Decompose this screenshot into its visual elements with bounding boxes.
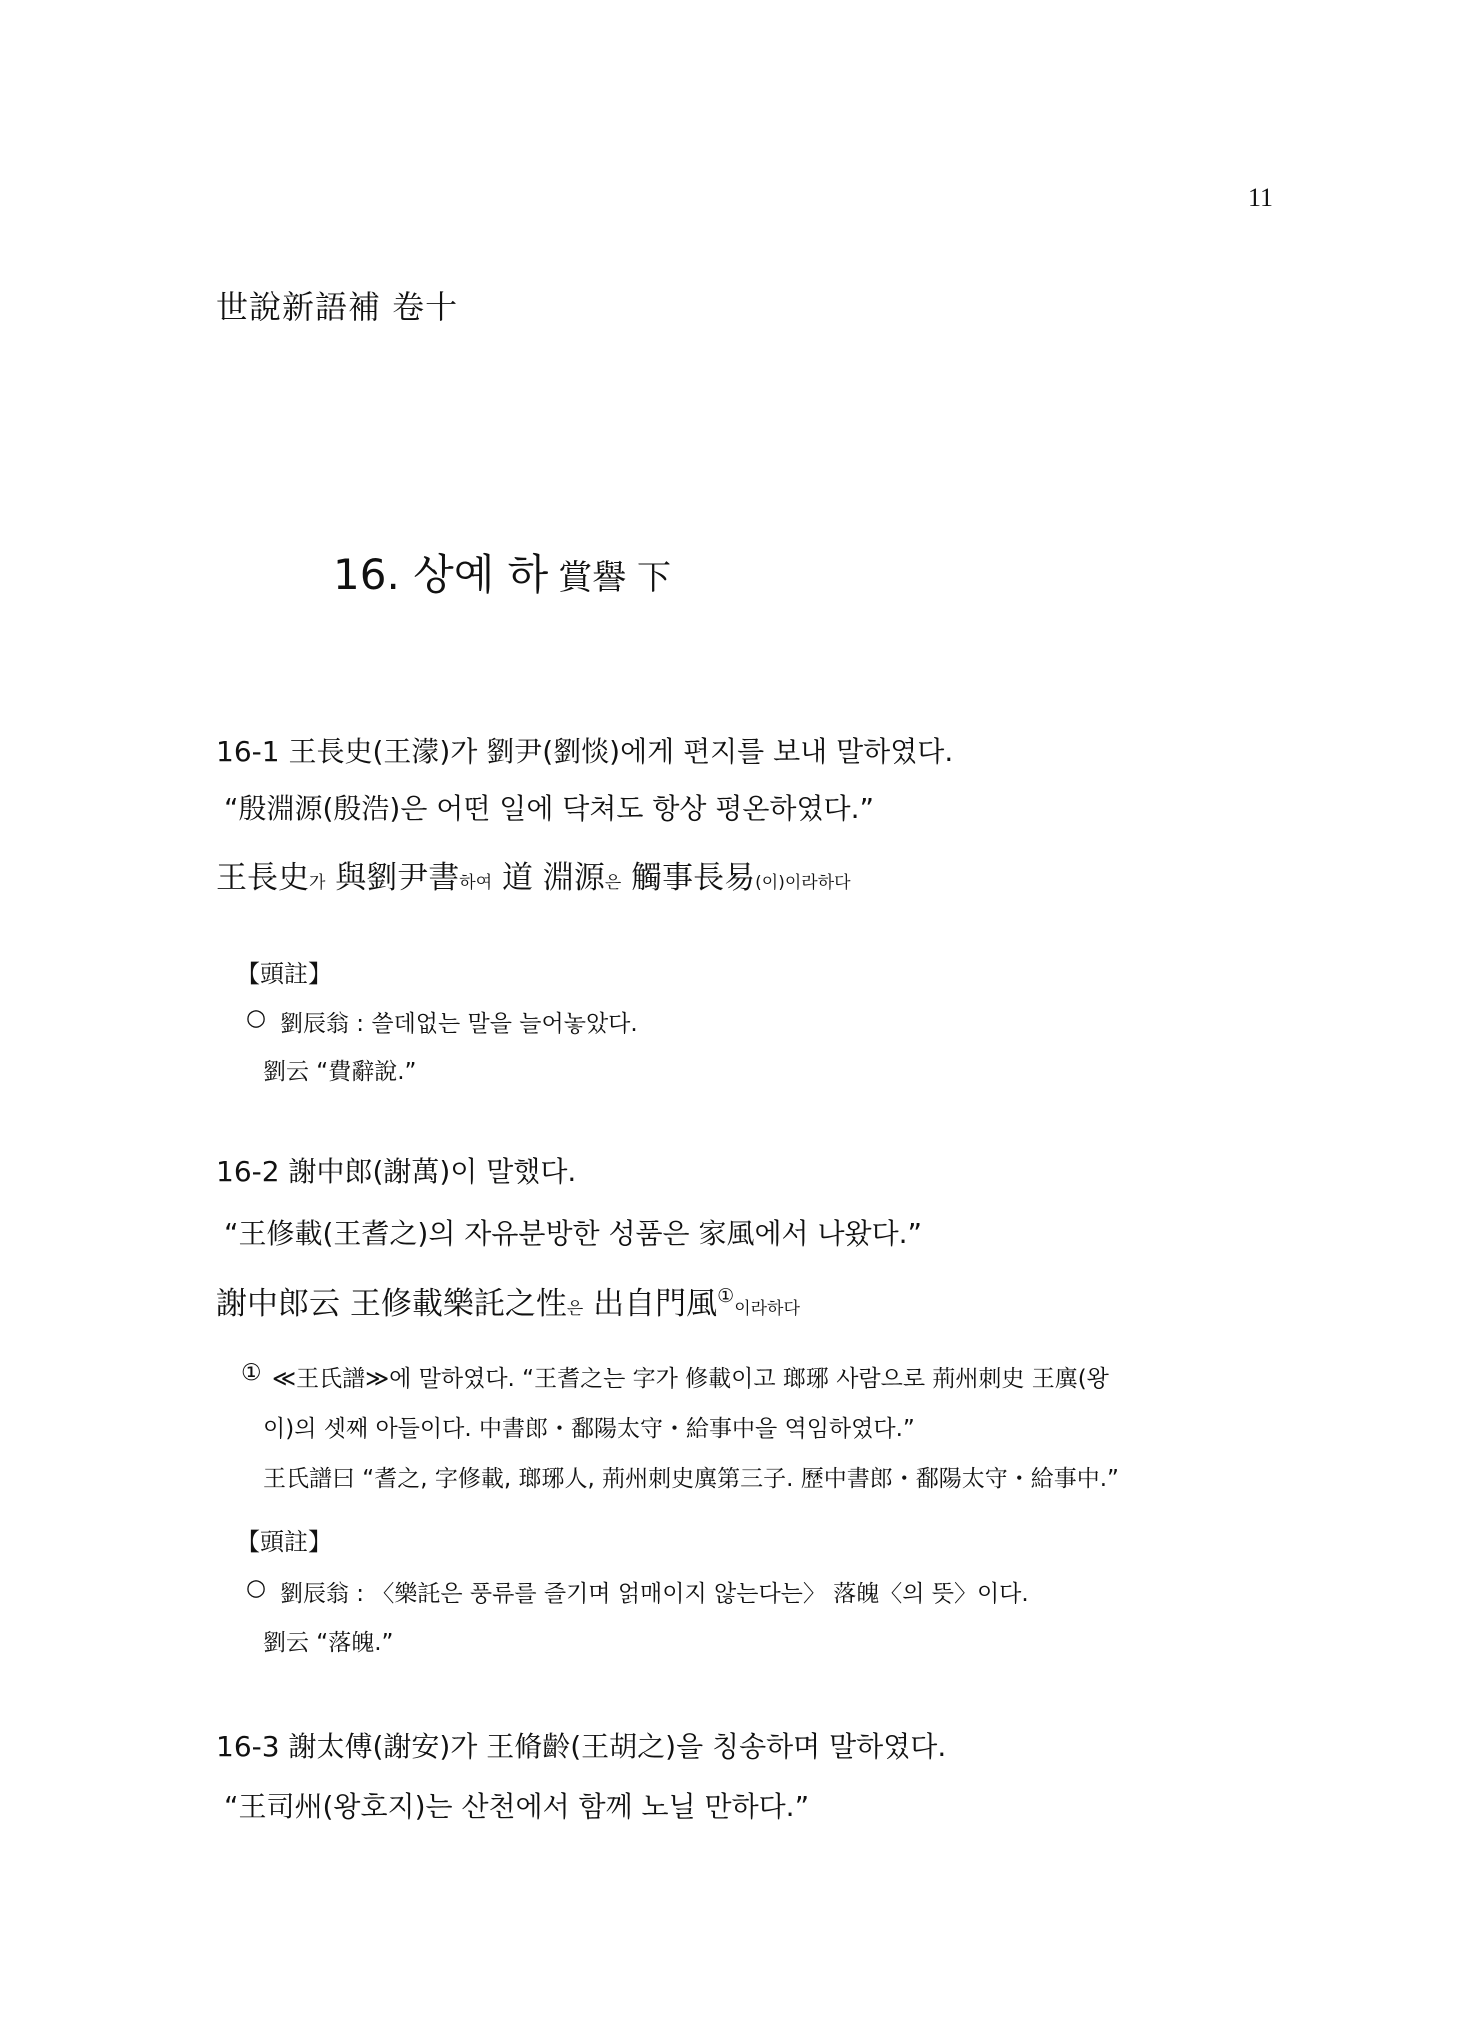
entry-16-2-annotation-line1: 劉辰翁 : 〈樂託은 풍류를 즐기며 얽매이지 않는다는〉 落魄〈의 뜻〉이다. [280,1581,1029,1607]
original-particle: 은 [604,873,622,893]
original-hanja: 與劉尹書 [325,860,460,896]
entry-16-2-footnote-line2: 이)의 셋째 아들이다. 中書郎・鄱陽太守・給事中을 역임하였다.” [263,1416,915,1442]
annotation-bullet: ○ [246,1005,267,1031]
chapter-title-korean: 16. 상예 하 [333,550,549,599]
chapter-title [333,542,671,602]
entry-16-2-translation-line1: 16-2 謝中郎(謝萬)이 말했다. [216,1155,577,1188]
chapter-title-hanja: 賞譽 下 [558,558,672,598]
book-title: 世說新語補 卷十 [216,288,459,326]
original-particle: 은 [566,1299,584,1319]
original-hanja: 王長史 [216,860,309,896]
entry-16-2-translation-line2: “王修載(王耆之)의 자유분방한 성품은 家風에서 나왔다.” [224,1217,923,1250]
page-number: 11 [1248,183,1274,212]
footnote-mark: ① [241,1360,262,1386]
entry-16-1-annotation-heading: 【頭註】 [236,960,332,988]
entry-16-1-original-text [216,852,851,897]
annotation-bullet: ○ [246,1575,267,1601]
entry-16-1-annotation-line1: 劉辰翁 : 쓸데없는 말을 늘어놓았다. [280,1011,638,1037]
entry-16-2-annotation-heading: 【頭註】 [236,1528,332,1556]
entry-16-3-translation-line2: “王司州(왕호지)는 산천에서 함께 노닐 만하다.” [224,1790,810,1823]
original-particle: 가 [309,873,326,893]
original-hanja: 謝中郎云 王修載樂託之性 [216,1286,567,1322]
entry-16-1-translation-line2: “殷淵源(殷浩)은 어떤 일에 닥쳐도 항상 평온하였다.” [224,792,874,825]
entry-16-2-footnote-line1: ≪王氏譜≫에 말하였다. “王耆之는 字가 修載이고 瑯琊 사람으로 荊州刺史 王廙(왕 [272,1366,1109,1392]
original-hanja: 出自門風 [583,1286,718,1322]
entry-16-3-translation-line1: 16-3 謝太傅(謝安)가 王脩齡(王胡之)을 칭송하며 말하였다. [216,1730,947,1763]
original-hanja: 觸事長易 [621,860,756,896]
entry-16-2-original-text [216,1278,800,1323]
original-particle: 이라하다 [734,1299,800,1319]
entry-16-2-footnote-line3: 王氏譜曰 “耆之, 字修載, 瑯琊人, 荊州刺史廙第三子. 歷中書郎・鄱陽太守・給事中.” [263,1466,1119,1492]
original-particle: 하여 [459,873,493,893]
original-hanja: 道 淵源 [492,860,605,896]
original-particle: (이)이라하다 [755,873,851,893]
entry-16-1-annotation-line2: 劉云 “費辭說.” [263,1059,417,1085]
footnote-reference-mark: ① [717,1285,735,1307]
entry-16-2-annotation-line2: 劉云 “落魄.” [263,1630,394,1656]
entry-16-1-translation-line1: 16-1 王長史(王濛)가 劉尹(劉惔)에게 편지를 보내 말하였다. [216,735,954,768]
